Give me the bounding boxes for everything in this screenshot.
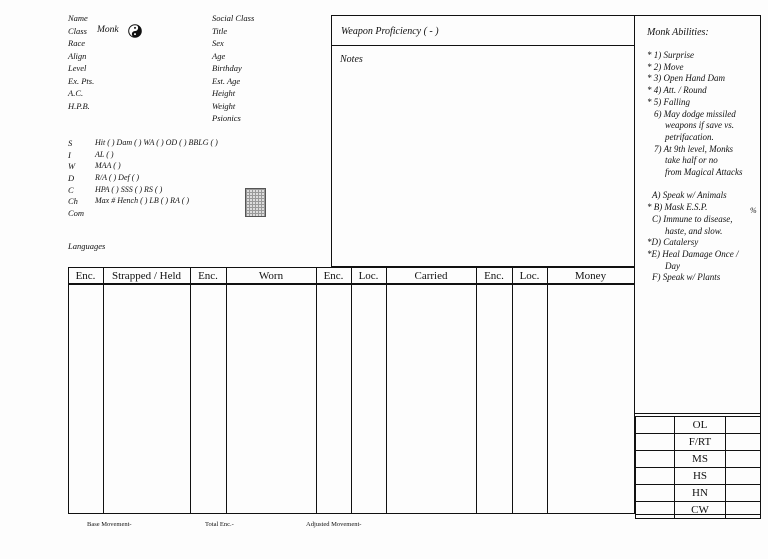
equipment-col-line [512, 267, 513, 514]
weight-label: Weight [212, 100, 236, 111]
skill-hn: HN [675, 485, 726, 502]
age-label: Age [212, 50, 226, 61]
total-enc-label: Total Enc.- [205, 521, 234, 528]
psionics-label: Psionics [212, 113, 241, 123]
thief-skills-table [635, 416, 761, 519]
stat-row-c: HPA ( ) SSS ( ) RS ( ) [95, 184, 163, 194]
monk-ability: * B) Mask E.S.P. [647, 202, 708, 213]
header-enc-worn: Enc. [198, 270, 218, 282]
header-enc-money: Enc. [484, 270, 504, 282]
stat-s: S [68, 138, 73, 148]
equipment-col-line [68, 267, 69, 514]
monk-ability: * 3) Open Hand Dam [647, 73, 725, 84]
skill-ol: OL [675, 417, 726, 434]
stat-w: W [68, 161, 76, 172]
stat-c: C [68, 184, 74, 195]
header-enc-strapped: Enc. [75, 270, 96, 282]
social-info-labels [212, 12, 254, 125]
stat-row-ch: Max # Hench ( ) LB ( ) RA ( ) [95, 196, 190, 206]
monk-ability: 6) May dodge missiled [654, 108, 736, 119]
monk-ability: * 2) Move [647, 61, 684, 72]
equipment-col-line [316, 267, 317, 514]
monk-ability: 7) At 9th level, Monks [654, 143, 734, 154]
monk-ability: A) Speak w/ Animals [652, 190, 727, 201]
monk-abilities-list [647, 50, 743, 284]
skill-ms: MS [675, 451, 726, 468]
adjusted-movement-label: Adjusted Movement- [306, 521, 362, 528]
level-label: Level [68, 63, 87, 73]
equipment-col-line [190, 267, 191, 514]
name-label: Name [68, 13, 88, 23]
stat-row-d: R/A ( ) Def ( ) [95, 173, 140, 183]
stat-d: D [68, 173, 75, 184]
monk-ability: * 4) Att. / Round [647, 85, 707, 96]
yin-yang-icon [128, 24, 142, 38]
monk-ability: Day [665, 260, 680, 271]
stat-ch: Ch [68, 196, 78, 207]
hpb-label: H.P.B. [68, 100, 90, 111]
stat-i: I [68, 149, 71, 160]
basic-info-labels [68, 12, 94, 112]
monk-ability: from Magical Attacks [665, 167, 743, 178]
title-label: Title [212, 25, 228, 36]
monk-panel-top-border [635, 15, 760, 16]
class-value: Monk [97, 25, 119, 35]
monk-ability: * 5) Falling [647, 96, 690, 107]
languages-label: Languages [68, 241, 106, 251]
monk-ability: F) Speak w/ Plants [652, 272, 721, 283]
stat-row-w: MAA ( ) [95, 161, 121, 171]
monk-ability: C) Immune to disease, [652, 213, 733, 224]
race-label: Race [68, 38, 85, 48]
monk-ability: *D) Catalersy [647, 237, 699, 248]
mask-esp-percent: % [750, 206, 757, 215]
monk-ability: take half or no [665, 155, 718, 166]
skill-frt: F/RT [675, 434, 726, 451]
weapon-notes-box [331, 15, 635, 267]
header-carried: Carried [414, 270, 448, 282]
ex-pts-label: Ex. Pts. [68, 75, 95, 86]
weapon-proficiency-label: Weapon Proficiency ( - ) [341, 26, 439, 37]
header-loc-carried: Loc. [358, 270, 379, 282]
stat-row-i: AL ( ) [95, 149, 114, 159]
base-movement-label: Base Movement- [87, 521, 132, 528]
equipment-col-line [351, 267, 352, 514]
header-strapped-held: Strapped / Held [111, 270, 182, 282]
est-age-label: Est. Age [212, 75, 241, 86]
thief-skills-top-border [635, 413, 760, 414]
ac-label: A.C. [68, 88, 84, 98]
monk-ability: weapons if save vs. [665, 120, 734, 131]
monk-ability: petrifacation. [665, 131, 714, 142]
monk-ability: * 1) Surprise [647, 50, 694, 60]
monk-abilities-title: Monk Abilities: [647, 27, 709, 38]
stat-com: Com [68, 208, 85, 219]
stat-details [95, 138, 218, 208]
header-money: Money [574, 270, 607, 282]
stat-row-s: Hit ( ) Dam ( ) WA ( ) OD ( ) BBLG ( ) [95, 138, 218, 147]
exceptional-strength-box [245, 188, 266, 217]
skill-hs: HS [675, 468, 726, 485]
header-worn: Worn [258, 270, 284, 282]
header-loc-money: Loc. [519, 270, 540, 282]
notes-label: Notes [340, 54, 363, 65]
weapon-divider [331, 45, 635, 46]
equipment-col-line [226, 267, 227, 514]
header-enc-carried: Enc. [323, 270, 344, 282]
stat-abbrevs [68, 138, 84, 220]
equipment-col-line [386, 267, 387, 514]
monk-ability: haste, and slow. [665, 225, 723, 236]
equipment-col-line [547, 267, 548, 514]
sex-label: Sex [212, 38, 224, 48]
monk-ability: *E) Heal Damage Once / [647, 248, 739, 259]
birthday-label: Birthday [212, 63, 242, 73]
monk-ability [647, 179, 743, 191]
skill-cw: CW [675, 502, 726, 519]
height-label: Height [212, 88, 236, 98]
class-label: Class [68, 25, 87, 36]
equipment-col-line [476, 267, 477, 514]
social-class-label: Social Class [212, 13, 255, 23]
align-label: Align [68, 50, 87, 61]
equipment-col-line [103, 267, 104, 514]
